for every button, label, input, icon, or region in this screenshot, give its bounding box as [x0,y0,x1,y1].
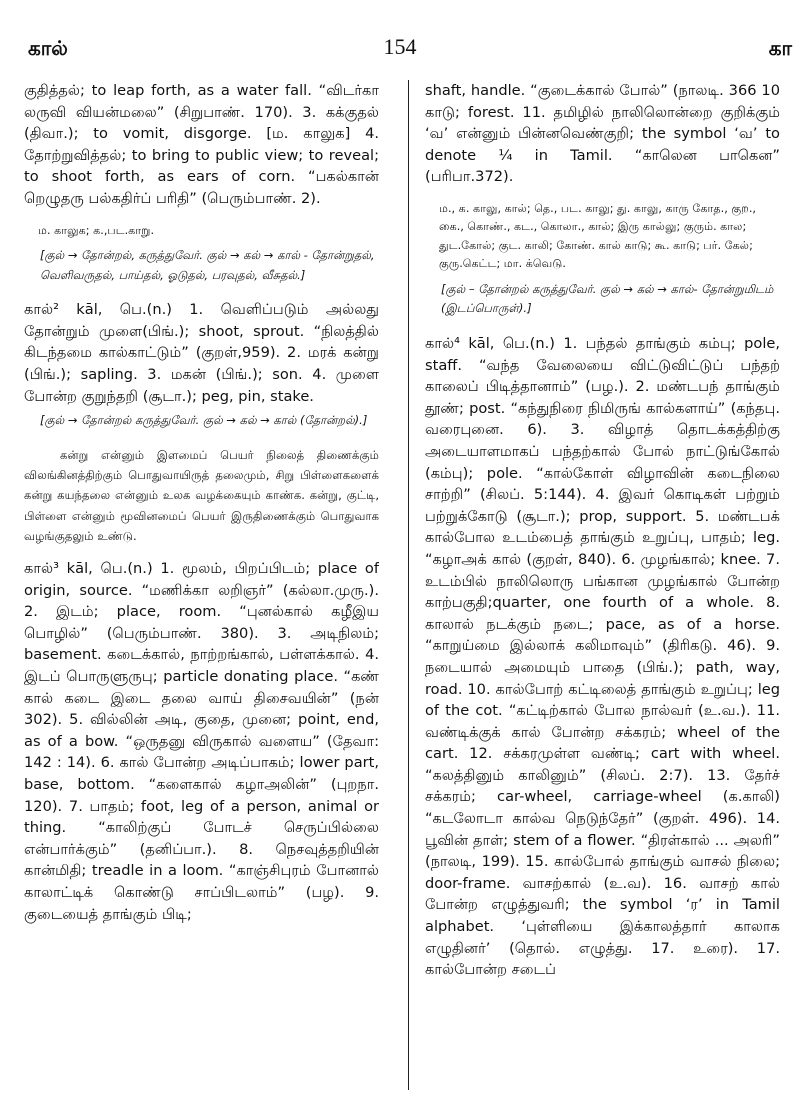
entry-kal-4: கால்⁴ kāl, பெ.(n.) 1. பந்தல் தாங்கும் கம்பு; pole, staff. “வந்த வேலையை விட்டுவிட்டுப் பந்தற் காலைப் பிடித்தானாம்” (பழ.). 2. மண்டபந் தாங்கும் தூண்; post. “கந்துநிரை நிமிருங் கால்களாய்” (கந்தபு. வரைபுனை. 6). 3. விழாத் தொடக்கத்திற்கு அடையாளமாகப் பந்தற்கால் போல் நாட்டுங்கோல் (கம்பு); pole. “கால்கோள் விழாவின் கடைநிலை சாற்றி” (சிலப். 5:144). 4. இவர் கொடிகள் பற்றும் பற்றுக்கோடு (சூடா.); prop, support. 5. மண்டபக் கால்போல உடம்பைத் தாங்கும் உறுப்பு, பாதம்; leg. “கழாஅக் கால் (குறள், 840). 6. முழங்கால்; knee. 7. உடம்பில் நாலிலொரு பங்கான முழங்கால் போன்ற காற்பகுதி;quarter, one fourth of a whole. 8. காலால் நடக்கும் நடை; pace, as of a horse. “காறுய்மை இல்லாக் கலிமாவும்” (திரிகடு. 46). 9. நடையால் அமையும் பாதை (பிங்.); path, way, road. 10. கால்போற் கட்டிலைத் தாங்கும் உறுப்பு; leg of the cot. “கட்டிற்கால் போல நால்வர் (உ.வ.). 11. வண்டிக்குக் கால் போன்ற சக்கரம்; wheel of the cart. 12. சக்கரமுள்ள வண்டி; cart with wheel. “கலத்தினும் காலினும்” (சிலப். 2:7). 13. தேர்ச் சக்கரம்; car-wheel, carriage-wheel (க.காலி) “கடலோடா கால்வ நெடுந்தேர்” (குறள். 496). 14. பூவின் தாள்; stem of a flower. “திரள்கால் ... அலரி” (நாலடி, 199). 15. கால்போல் தாங்கும் வாசல் நிலை; door-frame. வாசற்கால் (உ.வ). 16. வாசற் கால் போன்ற எழுத்துவரி; the symbol ‘ர’ in Tamil alphabet. ‘புள்ளியை இக்காலத்தார் காலாக எழுதினர்’ (தொல். எழுத்து. 17. உரை). 17. கால்போன்ற சடைப் [425,335,780,979]
column-divider [408,80,409,1090]
page-header [0,0,800,80]
right-column [425,80,780,1090]
left-column [24,80,379,1090]
usage-note: கன்று என்னும் இளமைப் பெயர் நிலைத் திணைக்கும் விலங்கினத்திற்கும் பொதுவாயிருத் தலைமும், சிறு பிள்ளைகளைக் கன்று கயந்தலை என்னும் உலக வழக்கையும் காண்க. கன்று, குட்டி, பிள்ளை என்னும் மூவினமைப் பெயர் இருதிணைக்கும் பொதுவாக வழங்குதலும் உண்டு. [24,447,379,543]
header-right-guide-word: கா‍ [768,36,792,60]
etymology-note-right: [குல் – தோன்றல் கருத்துவேர். குல் → கல் → கால்- தோன்றுமிடம் (இடப்பொருள்).] [441,281,774,316]
page-number: 154 [383,34,417,59]
cognates-line-right: ம., க. காலு, கால்; தெ., பட. காலு; து. காலு, காரு கோத., குற., கை., கொண்., கட., கொலா., கால்; இரு கால்லு; குரும். கால; துட.கோல்; குட. காலி; கோண். கால் காடு; கூ. காடு; பர். கேல்; குரு.கெட்ட; மா. க்வெடு. [439,201,756,271]
entry-kal-2: கால்² kāl, பெ.(n.) 1. வெளிப்படும் அல்லது தோன்றும் முளை(பிங்.); shoot, sprout. “நிலத்தில் கிடந்தமை கால்காட்டும்” (குறள்,959). 2. மரக் கன்று (பிங்.); sapling. 3. மகன் (பிங்.); son. 4. முளை போன்ற குறுந்தறி (சூடா.); peg, pin, stake. [24,301,379,405]
entry-kal-3: கால்³ kāl, பெ.(n.) 1. மூலம், பிறப்பிடம்; place of origin, source. “மணிக்கா லறிஞர்” (கல்லா.முரு.). 2. இடம்; place, room. “புனல்கால் கழீஇய பொழில்” (பெரும்பாண். 380). 3. அடிநிலம்; basement. கடைக்கால், நாற்றங்கால், பள்ளக்கால். 4. இடப் பொருளுருபு; particle donating place. “கண் கால் கடை இடை தலை வாய் திசைவயின்” (நன் 302). 5. வில்லின் அடி, குதை, முனை; point, end, as of a bow. “ஒருதனு விருகால் வளைய” (தேவா: 142 : 14). 6. கால் போன்ற அடிப்பாகம்; lower part, base, bottom. “களைகால் கழாஅலின்” (புறநா. 120). 7. பாதம்; foot, leg of a person, animal or thing. “காலிற்குப் போடச் செருப்பில்லை என்பார்க்கும்” (தனிப்பா.). 8. நெசவுத்தறியின் கான்மிதி; treadle in a loom. “காஞ்சிபுரம் போனால் காலாட்டிக் கொண்டு சாப்பிடலாம்” (பழ). 9. குடையைத் தாங்கும் பிடி; [24,560,379,923]
cognates-line: ம. காலுக; க.,பட.காறு. [38,223,155,237]
etymology-note: [குல் → தோன்றல், கருத்துவேர். குல் → கல் → கால் - தோன்றுதல், வெளிவருதல், பாய்தல், ஓடுதல், பரவுதல், வீசுதல்.] [40,248,375,282]
etymology-note-2: [குல் → தோன்றல் கருத்துவேர். குல் → கல் → கால் (தோன்றல்).] [40,413,368,428]
header-left-guide-word: கால் [28,36,68,60]
continued-entry-text-right: shaft, handle. “குடைக்கால் போல்” (நாலடி. 366 10 காடு; forest. 11. தமிழில் நாலிலொன்றை குறிக்கும் ‘வ’ என்னும் பின்னவெண்குறி; the symbol ‘வ’ to denote ¼ in Tamil. “காலென பாகென” (பரிபா.372). [425,82,780,186]
continued-entry-text: குதித்தல்; to leap forth, as a water fall. “விடர்கா லருவி வியன்மலை” (சிறுபாண். 170). 3. கக்குதல் (திவா.); to vomit, disgorge. [ம. காலுக] 4. தோற்றுவித்தல்; to bring to public view; to reveal; to shoot forth, as ears of corn. “பகல்கான் றெழுதரு பல்கதிர்ப் பரிதி” (பெரும்பாண். 2). [24,82,379,207]
